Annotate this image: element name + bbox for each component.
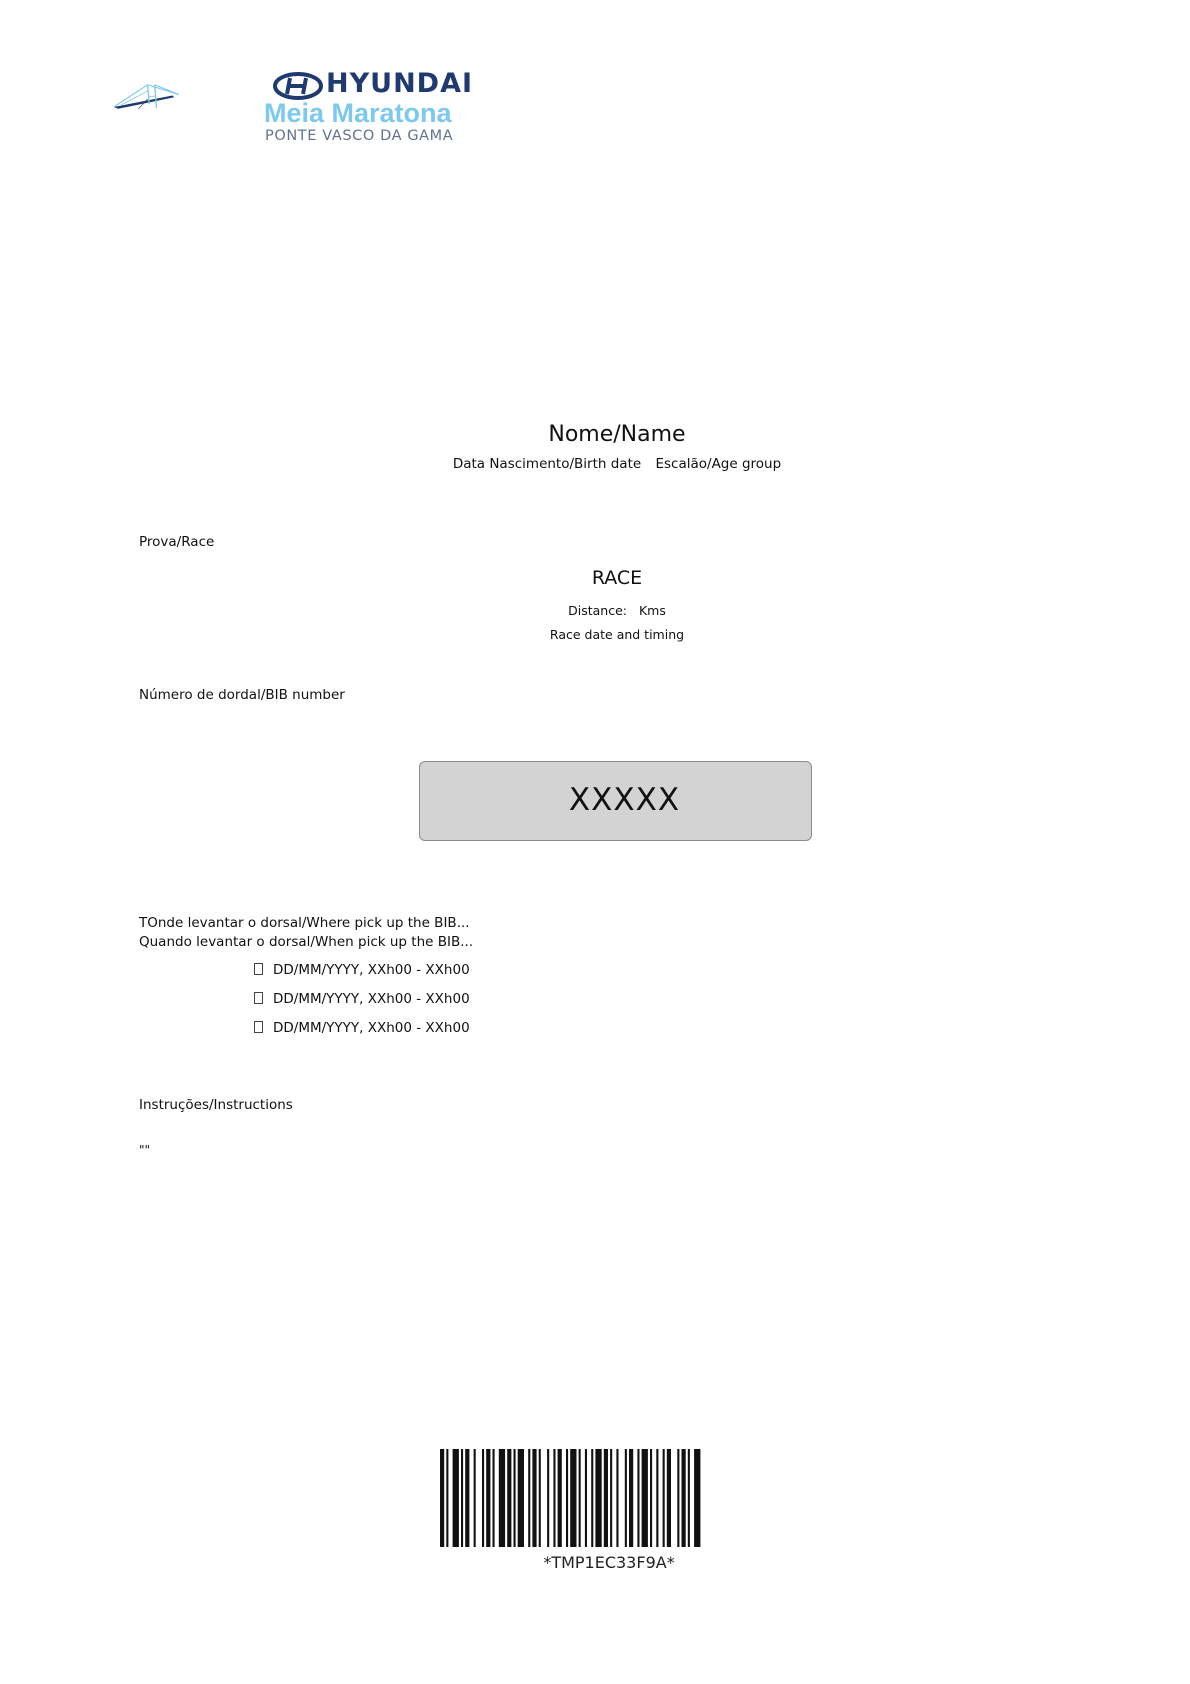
pickup-date-text: DD/MM/YYYY, XXh00 - XXh00 xyxy=(273,962,470,978)
barcode-bar xyxy=(591,1449,593,1547)
hyundai-logo-icon xyxy=(273,72,323,100)
barcode-bar xyxy=(688,1449,690,1547)
bib-number: XXXXX xyxy=(568,782,681,818)
race-date-timing: Race date and timing xyxy=(549,627,685,642)
barcode-bar xyxy=(528,1449,530,1547)
event-name: Meia Maratona xyxy=(264,98,452,128)
instructions-text: "" xyxy=(139,1143,151,1157)
barcode-bar xyxy=(579,1449,581,1547)
age-group-label: Escalão/Age group xyxy=(655,456,782,472)
distance-unit: Kms xyxy=(638,603,666,618)
barcode-bar xyxy=(474,1449,476,1547)
barcode-bar xyxy=(499,1449,505,1547)
barcode-bar xyxy=(663,1449,665,1547)
barcode-bar xyxy=(625,1449,627,1547)
barcode-bar xyxy=(532,1449,536,1547)
barcode-bar xyxy=(677,1449,679,1547)
race-section-label: Prova/Race xyxy=(139,534,215,550)
barcode-bar xyxy=(553,1449,555,1547)
barcode-bar xyxy=(656,1449,658,1547)
bullet-icon xyxy=(254,992,263,1004)
barcode-bar xyxy=(440,1449,444,1547)
barcode-bar xyxy=(465,1449,469,1547)
barcode-bar xyxy=(539,1449,541,1547)
pickup-date-text: DD/MM/YYYY, XXh00 - XXh00 xyxy=(273,991,470,1007)
barcode-bar xyxy=(493,1449,495,1547)
bullet-icon xyxy=(254,963,263,975)
barcode-bar xyxy=(518,1449,524,1547)
pickup-where-label: TOnde levantar o dorsal/Where pick up the BIB... xyxy=(139,915,470,931)
barcode-bar xyxy=(595,1449,601,1547)
barcode-bar xyxy=(637,1449,639,1547)
barcode-bar xyxy=(694,1449,700,1547)
event-logo xyxy=(0,0,500,170)
pickup-date-item xyxy=(254,991,470,1007)
barcode-bar xyxy=(514,1449,516,1547)
birth-date-label: Data Nascimento/Birth date xyxy=(452,456,642,472)
barcode-bar xyxy=(547,1449,549,1547)
barcode-bar xyxy=(682,1449,686,1547)
pickup-date-text: DD/MM/YYYY, XXh00 - XXh00 xyxy=(273,1020,470,1036)
barcode-bar xyxy=(453,1449,459,1547)
barcode-bar xyxy=(616,1449,618,1547)
barcode-bar xyxy=(566,1449,568,1547)
barcode-bar xyxy=(486,1449,490,1547)
barcode-bar xyxy=(604,1449,608,1547)
barcode-bar xyxy=(629,1449,633,1547)
bullet-icon xyxy=(254,1021,263,1033)
pickup-date-item xyxy=(254,962,470,978)
barcode-bar xyxy=(558,1449,562,1547)
barcode-bar xyxy=(570,1449,576,1547)
barcode-bar xyxy=(446,1449,448,1547)
barcode-bar xyxy=(667,1449,671,1547)
barcode-bar xyxy=(461,1449,463,1547)
participant-details xyxy=(267,456,967,472)
barcode-bar xyxy=(642,1449,648,1547)
barcode-bar xyxy=(482,1449,484,1547)
barcode-bar xyxy=(650,1449,652,1547)
brand-name: HYUNDAI xyxy=(326,68,474,99)
barcode-bar xyxy=(610,1449,612,1547)
race-distance xyxy=(267,603,967,618)
participant-name: Nome/Name xyxy=(548,422,686,447)
barcode-bar xyxy=(507,1449,511,1547)
distance-label: Distance: xyxy=(568,603,627,618)
bridge-icon xyxy=(112,72,272,134)
race-title: RACE xyxy=(591,567,643,589)
bib-number-box xyxy=(419,761,812,841)
instructions-label: Instruções/Instructions xyxy=(139,1097,293,1113)
pickup-when-label: Quando levantar o dorsal/When pick up the BIB... xyxy=(139,934,474,950)
pickup-date-item xyxy=(254,1020,470,1036)
barcode-bar xyxy=(585,1449,587,1547)
event-subtitle: PONTE VASCO DA GAMA xyxy=(265,128,454,144)
barcode-icon xyxy=(440,1449,778,1547)
barcode-code: *TMP1EC33F9A* xyxy=(543,1553,675,1572)
bib-section-label: Número de dordal/BIB number xyxy=(139,687,345,703)
